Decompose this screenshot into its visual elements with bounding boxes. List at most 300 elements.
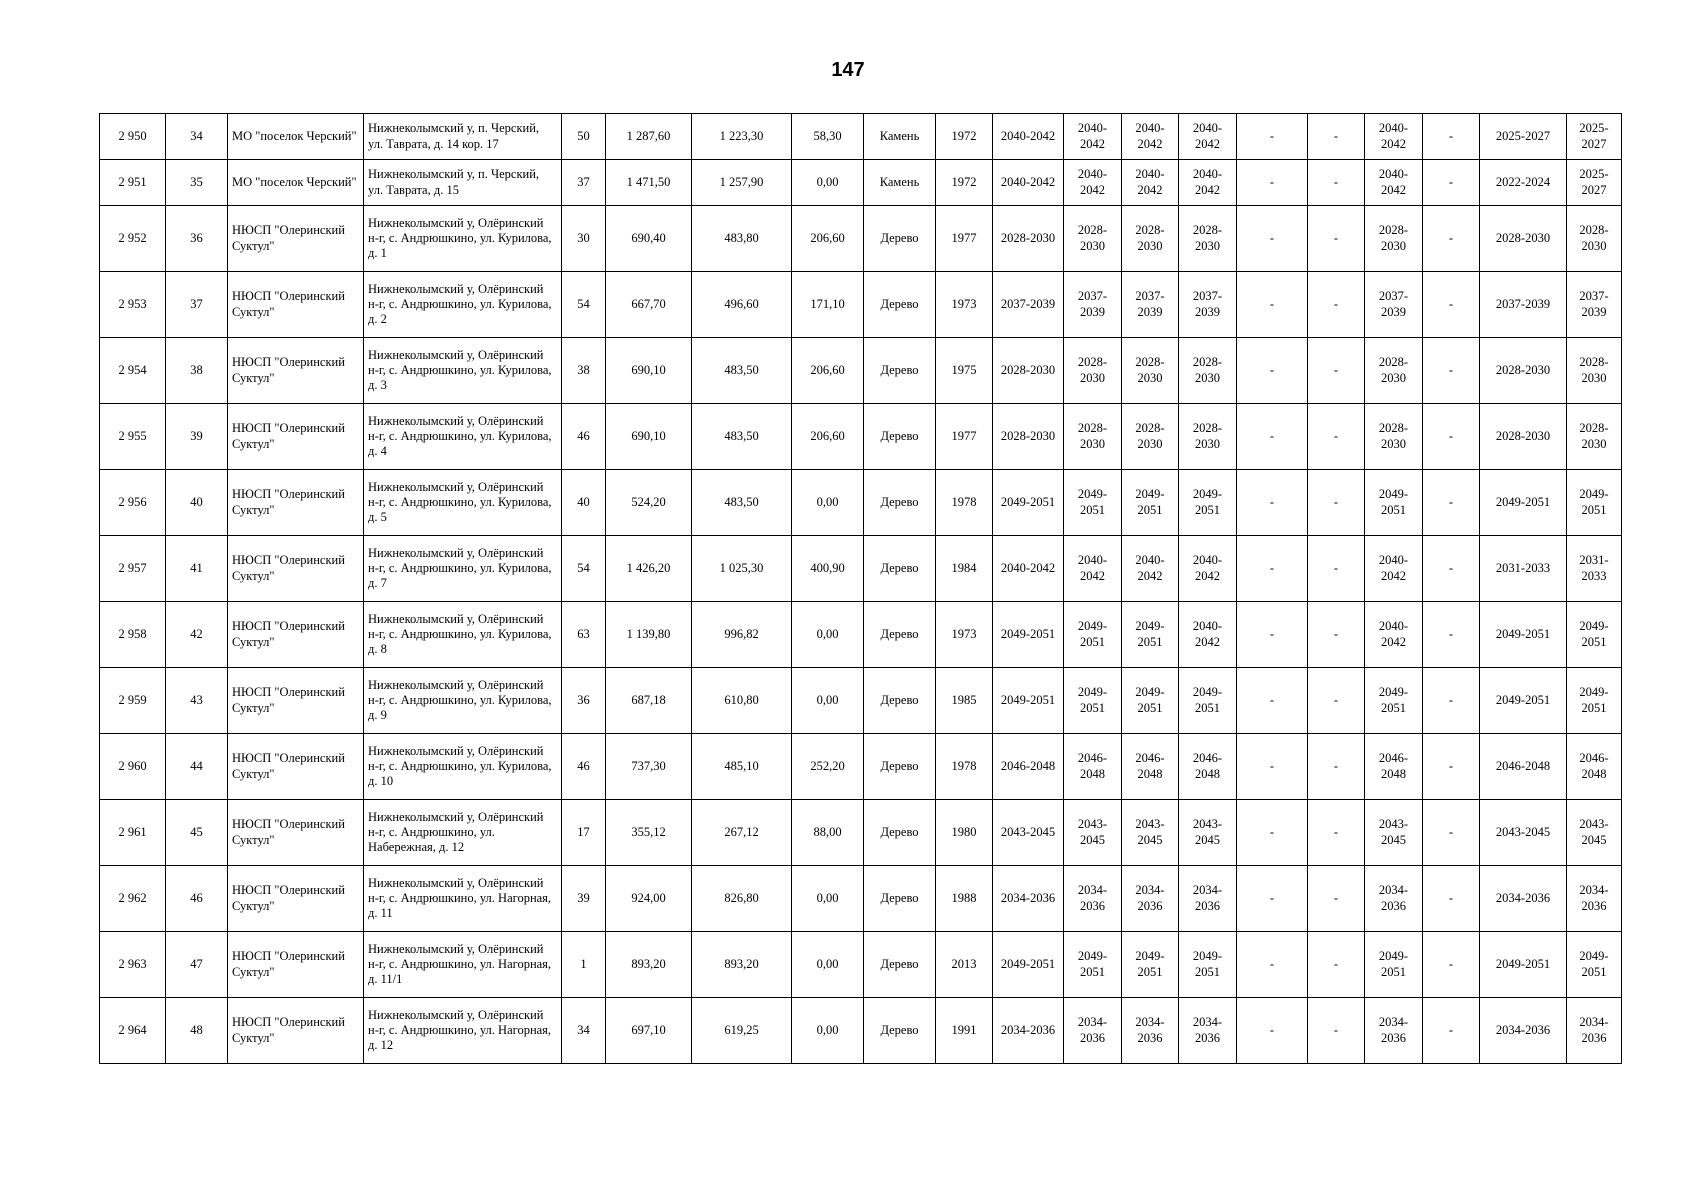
table-row bbox=[100, 206, 1622, 272]
period-3-cell: 2049-2051 bbox=[1122, 602, 1179, 668]
house-id-cell: 2 958 bbox=[100, 602, 166, 668]
nonresidential-area-cell: 0,00 bbox=[792, 470, 864, 536]
residents-cell: 46 bbox=[562, 734, 606, 800]
municipality-cell: НЮСП "Олеринский Суктул" bbox=[228, 470, 364, 536]
build-year-cell: 1980 bbox=[936, 800, 993, 866]
period-9-cell: 2022-2024 bbox=[1480, 160, 1567, 206]
house-id-cell: 2 957 bbox=[100, 536, 166, 602]
address-cell: Нижнеколымский у, Олёринский н-г, с. Андрюшкино, ул. Курилова, д. 10 bbox=[364, 734, 562, 800]
row-number-cell: 39 bbox=[166, 404, 228, 470]
period-2-cell: 2043-2045 bbox=[1064, 800, 1122, 866]
period-10-cell: 2043-2045 bbox=[1567, 800, 1622, 866]
period-10-cell: 2046-2048 bbox=[1567, 734, 1622, 800]
period-7-cell: 2040-2042 bbox=[1365, 536, 1423, 602]
house-id-cell: 2 960 bbox=[100, 734, 166, 800]
period-3-cell: 2040-2042 bbox=[1122, 536, 1179, 602]
residents-cell: 54 bbox=[562, 536, 606, 602]
row-number-cell: 34 bbox=[166, 114, 228, 160]
house-id-cell: 2 952 bbox=[100, 206, 166, 272]
period-8-cell: - bbox=[1423, 470, 1480, 536]
period-3-cell: 2028-2030 bbox=[1122, 404, 1179, 470]
period-2-cell: 2049-2051 bbox=[1064, 668, 1122, 734]
build-year-cell: 1977 bbox=[936, 206, 993, 272]
wall-material-cell: Дерево bbox=[864, 932, 936, 998]
period-1-cell: 2049-2051 bbox=[993, 932, 1064, 998]
residents-cell: 39 bbox=[562, 866, 606, 932]
period-5-cell: - bbox=[1237, 866, 1308, 932]
period-7-cell: 2028-2030 bbox=[1365, 338, 1423, 404]
period-6-cell: - bbox=[1308, 734, 1365, 800]
period-9-cell: 2025-2027 bbox=[1480, 114, 1567, 160]
table-row bbox=[100, 272, 1622, 338]
total-area-cell: 690,10 bbox=[606, 338, 692, 404]
period-6-cell: - bbox=[1308, 932, 1365, 998]
wall-material-cell: Дерево bbox=[864, 404, 936, 470]
residents-cell: 1 bbox=[562, 932, 606, 998]
period-5-cell: - bbox=[1237, 338, 1308, 404]
row-number-cell: 43 bbox=[166, 668, 228, 734]
period-1-cell: 2040-2042 bbox=[993, 536, 1064, 602]
total-area-cell: 667,70 bbox=[606, 272, 692, 338]
period-3-cell: 2028-2030 bbox=[1122, 338, 1179, 404]
residential-area-cell: 610,80 bbox=[692, 668, 792, 734]
house-id-cell: 2 955 bbox=[100, 404, 166, 470]
period-2-cell: 2028-2030 bbox=[1064, 206, 1122, 272]
municipality-cell: НЮСП "Олеринский Суктул" bbox=[228, 800, 364, 866]
period-7-cell: 2040-2042 bbox=[1365, 160, 1423, 206]
period-5-cell: - bbox=[1237, 800, 1308, 866]
build-year-cell: 1973 bbox=[936, 602, 993, 668]
period-8-cell: - bbox=[1423, 866, 1480, 932]
address-cell: Нижнеколымский у, Олёринский н-г, с. Андрюшкино, ул. Курилова, д. 2 bbox=[364, 272, 562, 338]
table-row bbox=[100, 338, 1622, 404]
period-9-cell: 2049-2051 bbox=[1480, 932, 1567, 998]
nonresidential-area-cell: 171,10 bbox=[792, 272, 864, 338]
period-1-cell: 2028-2030 bbox=[993, 404, 1064, 470]
period-10-cell: 2049-2051 bbox=[1567, 602, 1622, 668]
period-2-cell: 2046-2048 bbox=[1064, 734, 1122, 800]
period-1-cell: 2046-2048 bbox=[993, 734, 1064, 800]
period-3-cell: 2034-2036 bbox=[1122, 998, 1179, 1064]
period-7-cell: 2040-2042 bbox=[1365, 114, 1423, 160]
residential-area-cell: 483,50 bbox=[692, 470, 792, 536]
municipality-cell: МО "поселок Черский" bbox=[228, 114, 364, 160]
total-area-cell: 697,10 bbox=[606, 998, 692, 1064]
period-2-cell: 2034-2036 bbox=[1064, 866, 1122, 932]
period-1-cell: 2028-2030 bbox=[993, 206, 1064, 272]
wall-material-cell: Дерево bbox=[864, 206, 936, 272]
period-8-cell: - bbox=[1423, 668, 1480, 734]
residential-area-cell: 893,20 bbox=[692, 932, 792, 998]
residents-cell: 30 bbox=[562, 206, 606, 272]
address-cell: Нижнеколымский у, Олёринский н-г, с. Андрюшкино, ул. Курилова, д. 3 bbox=[364, 338, 562, 404]
table-row bbox=[100, 866, 1622, 932]
house-id-cell: 2 953 bbox=[100, 272, 166, 338]
period-7-cell: 2049-2051 bbox=[1365, 668, 1423, 734]
table-row bbox=[100, 668, 1622, 734]
period-2-cell: 2040-2042 bbox=[1064, 536, 1122, 602]
total-area-cell: 524,20 bbox=[606, 470, 692, 536]
house-id-cell: 2 956 bbox=[100, 470, 166, 536]
period-2-cell: 2028-2030 bbox=[1064, 404, 1122, 470]
period-1-cell: 2049-2051 bbox=[993, 602, 1064, 668]
build-year-cell: 1988 bbox=[936, 866, 993, 932]
period-10-cell: 2034-2036 bbox=[1567, 998, 1622, 1064]
period-7-cell: 2028-2030 bbox=[1365, 206, 1423, 272]
residential-area-cell: 996,82 bbox=[692, 602, 792, 668]
build-year-cell: 1978 bbox=[936, 734, 993, 800]
period-10-cell: 2028-2030 bbox=[1567, 206, 1622, 272]
period-9-cell: 2028-2030 bbox=[1480, 404, 1567, 470]
total-area-cell: 924,00 bbox=[606, 866, 692, 932]
nonresidential-area-cell: 0,00 bbox=[792, 998, 864, 1064]
total-area-cell: 737,30 bbox=[606, 734, 692, 800]
municipality-cell: МО "поселок Черский" bbox=[228, 160, 364, 206]
build-year-cell: 1978 bbox=[936, 470, 993, 536]
residents-cell: 37 bbox=[562, 160, 606, 206]
address-cell: Нижнеколымский у, Олёринский н-г, с. Андрюшкино, ул. Набережная, д. 12 bbox=[364, 800, 562, 866]
residential-area-cell: 619,25 bbox=[692, 998, 792, 1064]
municipality-cell: НЮСП "Олеринский Суктул" bbox=[228, 932, 364, 998]
period-5-cell: - bbox=[1237, 206, 1308, 272]
residents-cell: 38 bbox=[562, 338, 606, 404]
municipality-cell: НЮСП "Олеринский Суктул" bbox=[228, 866, 364, 932]
period-10-cell: 2028-2030 bbox=[1567, 404, 1622, 470]
build-year-cell: 1985 bbox=[936, 668, 993, 734]
period-2-cell: 2049-2051 bbox=[1064, 470, 1122, 536]
nonresidential-area-cell: 0,00 bbox=[792, 932, 864, 998]
address-cell: Нижнеколымский у, Олёринский н-г, с. Андрюшкино, ул. Нагорная, д. 11/1 bbox=[364, 932, 562, 998]
period-6-cell: - bbox=[1308, 206, 1365, 272]
nonresidential-area-cell: 206,60 bbox=[792, 206, 864, 272]
house-id-cell: 2 962 bbox=[100, 866, 166, 932]
period-4-cell: 2028-2030 bbox=[1179, 404, 1237, 470]
period-3-cell: 2046-2048 bbox=[1122, 734, 1179, 800]
period-10-cell: 2025-2027 bbox=[1567, 114, 1622, 160]
period-7-cell: 2046-2048 bbox=[1365, 734, 1423, 800]
total-area-cell: 1 426,20 bbox=[606, 536, 692, 602]
period-2-cell: 2049-2051 bbox=[1064, 932, 1122, 998]
table-row bbox=[100, 998, 1622, 1064]
period-4-cell: 2034-2036 bbox=[1179, 998, 1237, 1064]
house-id-cell: 2 950 bbox=[100, 114, 166, 160]
wall-material-cell: Камень bbox=[864, 160, 936, 206]
residential-area-cell: 483,80 bbox=[692, 206, 792, 272]
period-3-cell: 2049-2051 bbox=[1122, 668, 1179, 734]
municipality-cell: НЮСП "Олеринский Суктул" bbox=[228, 668, 364, 734]
period-8-cell: - bbox=[1423, 272, 1480, 338]
period-8-cell: - bbox=[1423, 536, 1480, 602]
period-8-cell: - bbox=[1423, 602, 1480, 668]
row-number-cell: 47 bbox=[166, 932, 228, 998]
residential-area-cell: 1 257,90 bbox=[692, 160, 792, 206]
period-6-cell: - bbox=[1308, 160, 1365, 206]
period-2-cell: 2034-2036 bbox=[1064, 998, 1122, 1064]
period-9-cell: 2049-2051 bbox=[1480, 470, 1567, 536]
period-1-cell: 2040-2042 bbox=[993, 160, 1064, 206]
period-5-cell: - bbox=[1237, 536, 1308, 602]
residents-cell: 36 bbox=[562, 668, 606, 734]
period-6-cell: - bbox=[1308, 404, 1365, 470]
housing-registry-table bbox=[99, 113, 1622, 1064]
wall-material-cell: Дерево bbox=[864, 536, 936, 602]
period-4-cell: 2046-2048 bbox=[1179, 734, 1237, 800]
period-4-cell: 2049-2051 bbox=[1179, 470, 1237, 536]
period-7-cell: 2028-2030 bbox=[1365, 404, 1423, 470]
address-cell: Нижнеколымский у, Олёринский н-г, с. Андрюшкино, ул. Курилова, д. 4 bbox=[364, 404, 562, 470]
period-4-cell: 2043-2045 bbox=[1179, 800, 1237, 866]
wall-material-cell: Камень bbox=[864, 114, 936, 160]
total-area-cell: 1 139,80 bbox=[606, 602, 692, 668]
nonresidential-area-cell: 0,00 bbox=[792, 668, 864, 734]
period-3-cell: 2037-2039 bbox=[1122, 272, 1179, 338]
municipality-cell: НЮСП "Олеринский Суктул" bbox=[228, 998, 364, 1064]
house-id-cell: 2 961 bbox=[100, 800, 166, 866]
row-number-cell: 46 bbox=[166, 866, 228, 932]
period-9-cell: 2034-2036 bbox=[1480, 866, 1567, 932]
period-6-cell: - bbox=[1308, 602, 1365, 668]
period-1-cell: 2034-2036 bbox=[993, 866, 1064, 932]
wall-material-cell: Дерево bbox=[864, 998, 936, 1064]
total-area-cell: 1 287,60 bbox=[606, 114, 692, 160]
period-5-cell: - bbox=[1237, 114, 1308, 160]
residential-area-cell: 483,50 bbox=[692, 338, 792, 404]
nonresidential-area-cell: 400,90 bbox=[792, 536, 864, 602]
municipality-cell: НЮСП "Олеринский Суктул" bbox=[228, 206, 364, 272]
residential-area-cell: 483,50 bbox=[692, 404, 792, 470]
total-area-cell: 1 471,50 bbox=[606, 160, 692, 206]
period-8-cell: - bbox=[1423, 932, 1480, 998]
total-area-cell: 893,20 bbox=[606, 932, 692, 998]
period-2-cell: 2040-2042 bbox=[1064, 114, 1122, 160]
period-9-cell: 2046-2048 bbox=[1480, 734, 1567, 800]
residents-cell: 50 bbox=[562, 114, 606, 160]
period-3-cell: 2043-2045 bbox=[1122, 800, 1179, 866]
period-3-cell: 2049-2051 bbox=[1122, 932, 1179, 998]
period-9-cell: 2028-2030 bbox=[1480, 338, 1567, 404]
period-4-cell: 2037-2039 bbox=[1179, 272, 1237, 338]
address-cell: Нижнеколымский у, Олёринский н-г, с. Андрюшкино, ул. Курилова, д. 7 bbox=[364, 536, 562, 602]
nonresidential-area-cell: 0,00 bbox=[792, 160, 864, 206]
nonresidential-area-cell: 0,00 bbox=[792, 866, 864, 932]
table-row bbox=[100, 800, 1622, 866]
period-7-cell: 2049-2051 bbox=[1365, 470, 1423, 536]
period-9-cell: 2034-2036 bbox=[1480, 998, 1567, 1064]
period-5-cell: - bbox=[1237, 932, 1308, 998]
period-4-cell: 2034-2036 bbox=[1179, 866, 1237, 932]
nonresidential-area-cell: 0,00 bbox=[792, 602, 864, 668]
period-9-cell: 2049-2051 bbox=[1480, 668, 1567, 734]
period-4-cell: 2040-2042 bbox=[1179, 602, 1237, 668]
period-8-cell: - bbox=[1423, 998, 1480, 1064]
period-10-cell: 2037-2039 bbox=[1567, 272, 1622, 338]
residents-cell: 34 bbox=[562, 998, 606, 1064]
period-1-cell: 2049-2051 bbox=[993, 668, 1064, 734]
municipality-cell: НЮСП "Олеринский Суктул" bbox=[228, 734, 364, 800]
period-7-cell: 2049-2051 bbox=[1365, 932, 1423, 998]
period-4-cell: 2049-2051 bbox=[1179, 932, 1237, 998]
period-10-cell: 2031-2033 bbox=[1567, 536, 1622, 602]
wall-material-cell: Дерево bbox=[864, 338, 936, 404]
period-7-cell: 2040-2042 bbox=[1365, 602, 1423, 668]
period-9-cell: 2049-2051 bbox=[1480, 602, 1567, 668]
house-id-cell: 2 951 bbox=[100, 160, 166, 206]
address-cell: Нижнеколымский у, Олёринский н-г, с. Андрюшкино, ул. Курилова, д. 8 bbox=[364, 602, 562, 668]
residential-area-cell: 485,10 bbox=[692, 734, 792, 800]
period-5-cell: - bbox=[1237, 404, 1308, 470]
wall-material-cell: Дерево bbox=[864, 272, 936, 338]
period-7-cell: 2034-2036 bbox=[1365, 998, 1423, 1064]
period-4-cell: 2028-2030 bbox=[1179, 338, 1237, 404]
nonresidential-area-cell: 58,30 bbox=[792, 114, 864, 160]
period-10-cell: 2028-2030 bbox=[1567, 338, 1622, 404]
municipality-cell: НЮСП "Олеринский Суктул" bbox=[228, 536, 364, 602]
municipality-cell: НЮСП "Олеринский Суктул" bbox=[228, 602, 364, 668]
row-number-cell: 36 bbox=[166, 206, 228, 272]
total-area-cell: 355,12 bbox=[606, 800, 692, 866]
period-8-cell: - bbox=[1423, 800, 1480, 866]
total-area-cell: 690,40 bbox=[606, 206, 692, 272]
wall-material-cell: Дерево bbox=[864, 734, 936, 800]
table-row bbox=[100, 404, 1622, 470]
wall-material-cell: Дерево bbox=[864, 602, 936, 668]
build-year-cell: 1991 bbox=[936, 998, 993, 1064]
table-row bbox=[100, 734, 1622, 800]
period-8-cell: - bbox=[1423, 338, 1480, 404]
nonresidential-area-cell: 206,60 bbox=[792, 404, 864, 470]
period-6-cell: - bbox=[1308, 272, 1365, 338]
residents-cell: 17 bbox=[562, 800, 606, 866]
period-4-cell: 2040-2042 bbox=[1179, 536, 1237, 602]
period-7-cell: 2043-2045 bbox=[1365, 800, 1423, 866]
wall-material-cell: Дерево bbox=[864, 470, 936, 536]
period-1-cell: 2040-2042 bbox=[993, 114, 1064, 160]
period-5-cell: - bbox=[1237, 668, 1308, 734]
period-4-cell: 2028-2030 bbox=[1179, 206, 1237, 272]
build-year-cell: 1984 bbox=[936, 536, 993, 602]
address-cell: Нижнеколымский у, п. Черский, ул. Таврата, д. 14 кор. 17 bbox=[364, 114, 562, 160]
municipality-cell: НЮСП "Олеринский Суктул" bbox=[228, 272, 364, 338]
house-id-cell: 2 963 bbox=[100, 932, 166, 998]
period-4-cell: 2040-2042 bbox=[1179, 114, 1237, 160]
house-id-cell: 2 954 bbox=[100, 338, 166, 404]
build-year-cell: 1972 bbox=[936, 114, 993, 160]
period-6-cell: - bbox=[1308, 668, 1365, 734]
period-2-cell: 2040-2042 bbox=[1064, 160, 1122, 206]
period-5-cell: - bbox=[1237, 160, 1308, 206]
residential-area-cell: 267,12 bbox=[692, 800, 792, 866]
period-3-cell: 2028-2030 bbox=[1122, 206, 1179, 272]
period-1-cell: 2037-2039 bbox=[993, 272, 1064, 338]
period-9-cell: 2028-2030 bbox=[1480, 206, 1567, 272]
period-10-cell: 2049-2051 bbox=[1567, 668, 1622, 734]
residents-cell: 40 bbox=[562, 470, 606, 536]
total-area-cell: 687,18 bbox=[606, 668, 692, 734]
row-number-cell: 45 bbox=[166, 800, 228, 866]
residential-area-cell: 826,80 bbox=[692, 866, 792, 932]
period-4-cell: 2049-2051 bbox=[1179, 668, 1237, 734]
page-number: 147 bbox=[831, 59, 865, 81]
build-year-cell: 2013 bbox=[936, 932, 993, 998]
municipality-cell: НЮСП "Олеринский Суктул" bbox=[228, 404, 364, 470]
table-row bbox=[100, 932, 1622, 998]
nonresidential-area-cell: 252,20 bbox=[792, 734, 864, 800]
residential-area-cell: 496,60 bbox=[692, 272, 792, 338]
municipality-cell: НЮСП "Олеринский Суктул" bbox=[228, 338, 364, 404]
row-number-cell: 38 bbox=[166, 338, 228, 404]
period-5-cell: - bbox=[1237, 734, 1308, 800]
total-area-cell: 690,10 bbox=[606, 404, 692, 470]
period-6-cell: - bbox=[1308, 470, 1365, 536]
period-6-cell: - bbox=[1308, 800, 1365, 866]
period-7-cell: 2037-2039 bbox=[1365, 272, 1423, 338]
row-number-cell: 41 bbox=[166, 536, 228, 602]
residents-cell: 46 bbox=[562, 404, 606, 470]
residential-area-cell: 1 223,30 bbox=[692, 114, 792, 160]
table-row bbox=[100, 470, 1622, 536]
period-10-cell: 2025-2027 bbox=[1567, 160, 1622, 206]
house-id-cell: 2 964 bbox=[100, 998, 166, 1064]
build-year-cell: 1977 bbox=[936, 404, 993, 470]
house-id-cell: 2 959 bbox=[100, 668, 166, 734]
period-6-cell: - bbox=[1308, 998, 1365, 1064]
period-1-cell: 2034-2036 bbox=[993, 998, 1064, 1064]
address-cell: Нижнеколымский у, Олёринский н-г, с. Андрюшкино, ул. Курилова, д. 1 bbox=[364, 206, 562, 272]
table-row bbox=[100, 160, 1622, 206]
residential-area-cell: 1 025,30 bbox=[692, 536, 792, 602]
row-number-cell: 44 bbox=[166, 734, 228, 800]
address-cell: Нижнеколымский у, п. Черский, ул. Таврата, д. 15 bbox=[364, 160, 562, 206]
period-2-cell: 2028-2030 bbox=[1064, 338, 1122, 404]
period-8-cell: - bbox=[1423, 206, 1480, 272]
period-8-cell: - bbox=[1423, 404, 1480, 470]
wall-material-cell: Дерево bbox=[864, 800, 936, 866]
period-2-cell: 2049-2051 bbox=[1064, 602, 1122, 668]
build-year-cell: 1972 bbox=[936, 160, 993, 206]
period-10-cell: 2034-2036 bbox=[1567, 866, 1622, 932]
period-6-cell: - bbox=[1308, 338, 1365, 404]
period-6-cell: - bbox=[1308, 536, 1365, 602]
period-10-cell: 2049-2051 bbox=[1567, 932, 1622, 998]
table-row bbox=[100, 602, 1622, 668]
address-cell: Нижнеколымский у, Олёринский н-г, с. Андрюшкино, ул. Нагорная, д. 11 bbox=[364, 866, 562, 932]
nonresidential-area-cell: 206,60 bbox=[792, 338, 864, 404]
table-row bbox=[100, 114, 1622, 160]
period-1-cell: 2028-2030 bbox=[993, 338, 1064, 404]
period-3-cell: 2049-2051 bbox=[1122, 470, 1179, 536]
period-8-cell: - bbox=[1423, 114, 1480, 160]
period-5-cell: - bbox=[1237, 602, 1308, 668]
period-3-cell: 2040-2042 bbox=[1122, 160, 1179, 206]
row-number-cell: 42 bbox=[166, 602, 228, 668]
address-cell: Нижнеколымский у, Олёринский н-г, с. Андрюшкино, ул. Курилова, д. 5 bbox=[364, 470, 562, 536]
period-9-cell: 2043-2045 bbox=[1480, 800, 1567, 866]
wall-material-cell: Дерево bbox=[864, 866, 936, 932]
residents-cell: 63 bbox=[562, 602, 606, 668]
period-7-cell: 2034-2036 bbox=[1365, 866, 1423, 932]
row-number-cell: 37 bbox=[166, 272, 228, 338]
build-year-cell: 1975 bbox=[936, 338, 993, 404]
period-5-cell: - bbox=[1237, 998, 1308, 1064]
period-5-cell: - bbox=[1237, 470, 1308, 536]
period-3-cell: 2040-2042 bbox=[1122, 114, 1179, 160]
build-year-cell: 1973 bbox=[936, 272, 993, 338]
period-9-cell: 2031-2033 bbox=[1480, 536, 1567, 602]
period-9-cell: 2037-2039 bbox=[1480, 272, 1567, 338]
period-2-cell: 2037-2039 bbox=[1064, 272, 1122, 338]
row-number-cell: 48 bbox=[166, 998, 228, 1064]
table-row bbox=[100, 536, 1622, 602]
